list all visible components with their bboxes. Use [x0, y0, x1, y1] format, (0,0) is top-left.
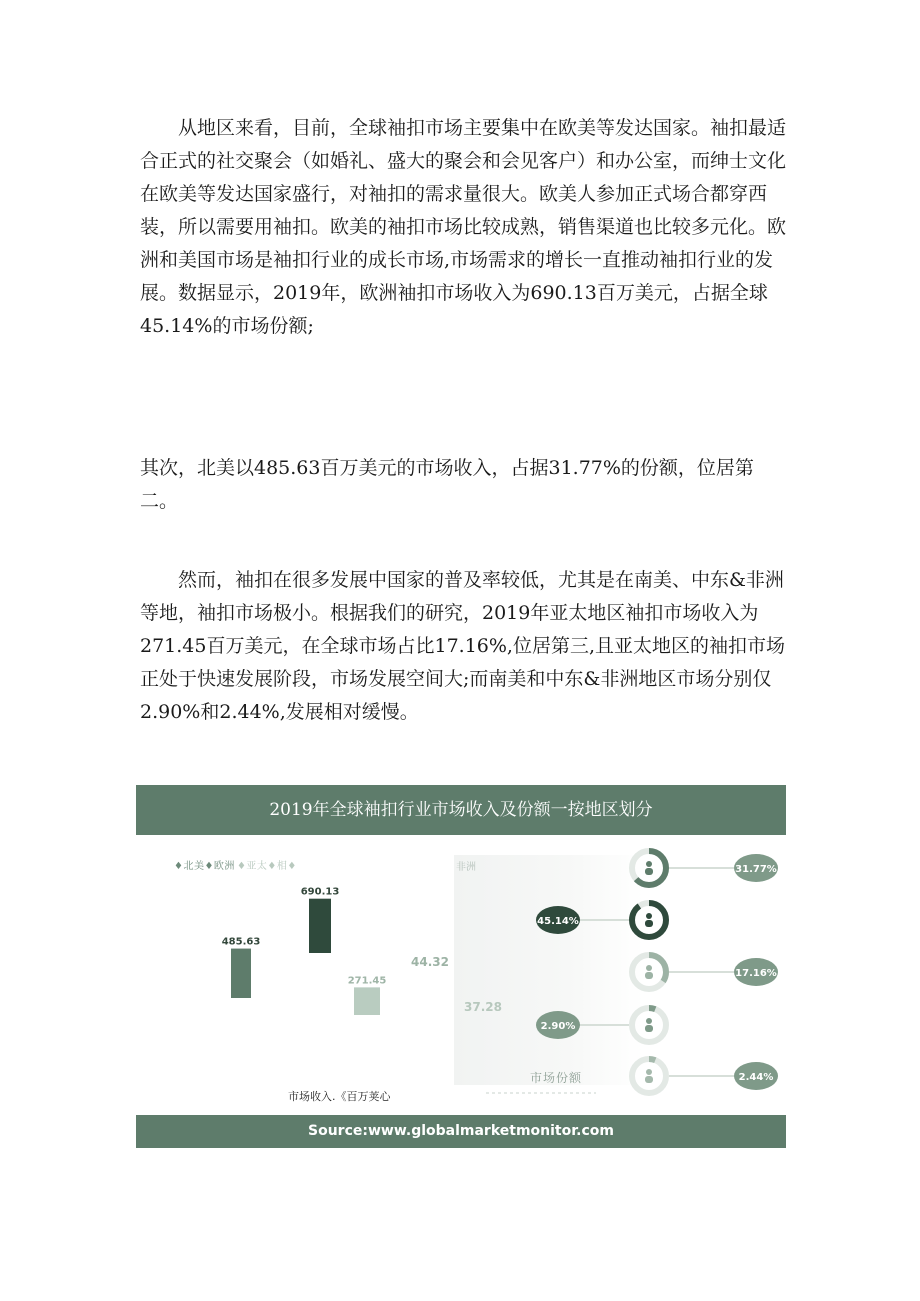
paragraph-north-america — [140, 452, 790, 518]
paragraph-text: 其次，北美以485.63百万美元的市场收入，占据31.77%的份额，位居第二。 — [140, 457, 754, 512]
map-caption: 非洲 — [456, 862, 476, 873]
share-caption: 市场份额 — [530, 1071, 583, 1085]
share-value-label: 17.16% — [735, 968, 777, 979]
share-value-label: 2.44% — [738, 1072, 774, 1083]
side-value: 37.28 — [464, 1000, 502, 1014]
paragraph-text: 从地区来看，目前，全球袖扣市场主要集中在欧美等发达国家。袖扣最适合正式的社交聚会（如婚礼、盛大的聚会和会见客户）和办公室，而绅士文化在欧美等发达国家盛行，对袖扣的需求量很大。欧美人参加正式场合都穿西装，所以需要用袖扣。欧美的袖扣市场比较成熟，销售渠道也比较多元化。欧洲和美国市场是袖扣行业的成长市场,市场需求的增长一直推动袖扣行业的发展。数据显示，2019年，欧洲袖扣市场收入为690.13百万美元，占据全球45.14%的市场份额; — [140, 117, 787, 337]
person-icon — [646, 913, 652, 919]
person-icon — [645, 1025, 653, 1032]
bar-chart-title: 市场收入.《百万荚心 — [288, 1090, 391, 1103]
person-icon — [645, 868, 653, 875]
paragraph-developing-markets — [140, 564, 790, 729]
bar-2 — [354, 987, 380, 1015]
bar-0 — [231, 949, 251, 998]
infographic — [136, 785, 786, 1148]
person-icon — [645, 972, 653, 979]
person-icon — [645, 1076, 653, 1083]
paragraph-regional-overview — [140, 112, 790, 343]
share-value-label: 2.90% — [540, 1021, 576, 1032]
paragraph-text: 然而，袖扣在很多发展中国家的普及率较低，尤其是在南美、中东&非洲等地，袖扣市场极小。根据我们的研究，2019年亚太地区袖扣市场收入为271.45百万美元，在全球市场占比17.16%,位居第三,且亚太地区的袖扣市场正处于快速发展阶段，市场发展空间大;而南美和中东&非洲地区市场分别仅2.90%和2.44%,发展相对缓慢。 — [140, 569, 786, 723]
bar-1 — [309, 899, 331, 953]
person-icon — [645, 920, 653, 927]
person-icon — [646, 965, 652, 971]
source-footer: Source:www.globalmarketmonitor.com — [136, 1115, 786, 1148]
person-icon — [646, 861, 652, 867]
bar-value-label: 690.13 — [300, 886, 340, 898]
share-value-label: 45.14% — [537, 916, 579, 927]
side-value: 44.32 — [411, 955, 449, 969]
bar-value-label: 485.63 — [221, 936, 261, 948]
chart-canvas — [136, 835, 786, 1115]
bar-value-label: 271.45 — [347, 975, 387, 987]
legend-entry: ♦北美♦欧洲 — [174, 861, 235, 872]
infographic-title: 2019年全球袖扣行业市场收入及份额一按地区划分 — [136, 785, 786, 835]
legend-entry: ♦亚太♦相♦ — [236, 861, 297, 872]
person-icon — [646, 1018, 652, 1024]
share-value-label: 31.77% — [735, 864, 777, 875]
person-icon — [646, 1069, 652, 1075]
